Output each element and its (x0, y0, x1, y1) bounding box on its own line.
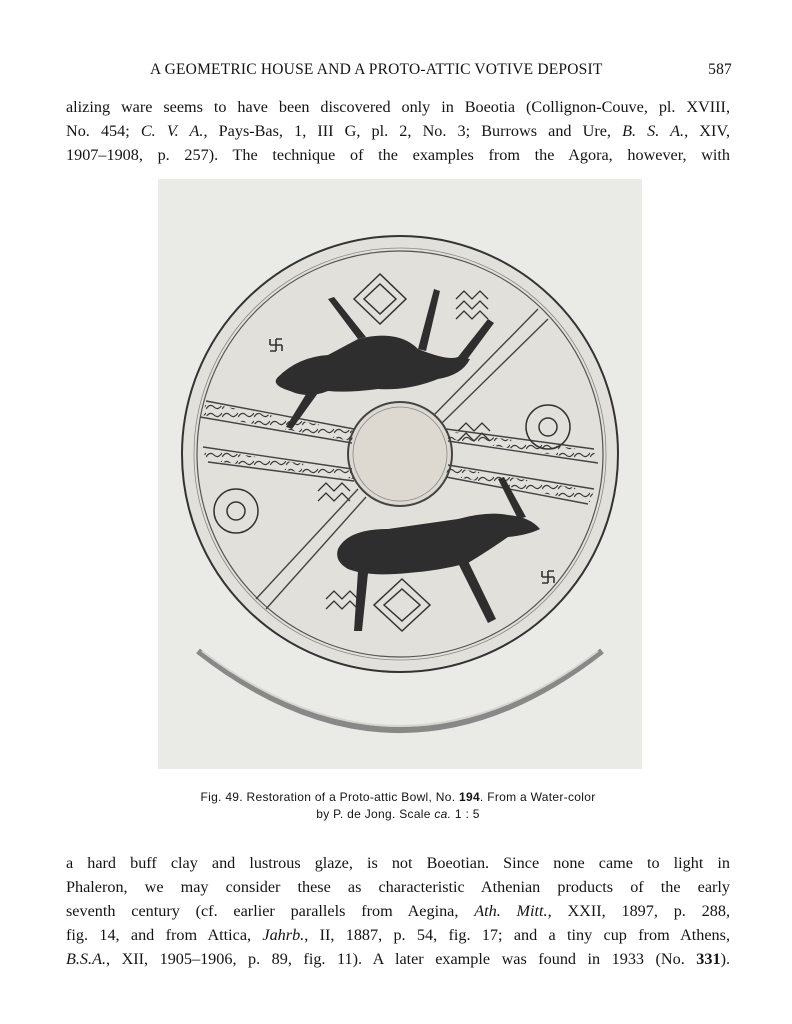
figure-plate (158, 179, 642, 769)
text-line: a hard buff clay and lustrous glaze, is not Boeotian. Since none came to light in (66, 854, 730, 872)
text-line: fig. 14, and from Attica, Jahrb., II, 1887, p. 54, fig. 17; and a tiny cup from Athens, (66, 926, 730, 944)
text-line: Phaleron, we may consider these as characteristic Athenian products of the early (66, 878, 730, 896)
text-line: alizing ware seems to have been discovered only in Boeotia (Collignon-Couve, pl. XVIII, (66, 98, 730, 116)
figure-caption (66, 789, 730, 823)
text-line: No. 454; C. V. A., Pays-Bas, 1, III G, pl. 2, No. 3; Burrows and Ure, B. S. A., XIV, (66, 122, 731, 140)
caption-line: Fig. 49. Restoration of a Proto-attic Bowl, No. 194. From a Water-color (200, 790, 596, 804)
text-line: B.S.A., XII, 1905–1906, p. 89, fig. 11). A later example was found in 1933 (No. 331). (66, 950, 730, 968)
running-title: A GEOMETRIC HOUSE AND A PROTO-ATTIC VOTIVE DEPOSIT (150, 61, 603, 78)
paragraph-bottom (66, 851, 730, 971)
bowl-illustration (158, 179, 642, 769)
page-number: 587 (708, 61, 732, 78)
running-head (68, 61, 732, 83)
text-line: 1907–1908, p. 257). The technique of the examples from the Agora, however, with (66, 146, 730, 164)
caption-line: by P. de Jong. Scale ca. 1 : 5 (316, 807, 480, 821)
center-medallion (348, 402, 452, 506)
text-line: seventh century (cf. earlier parallels from Aegina, Ath. Mitt., XXII, 1897, p. 288, (66, 902, 730, 920)
paragraph-top (66, 95, 730, 167)
